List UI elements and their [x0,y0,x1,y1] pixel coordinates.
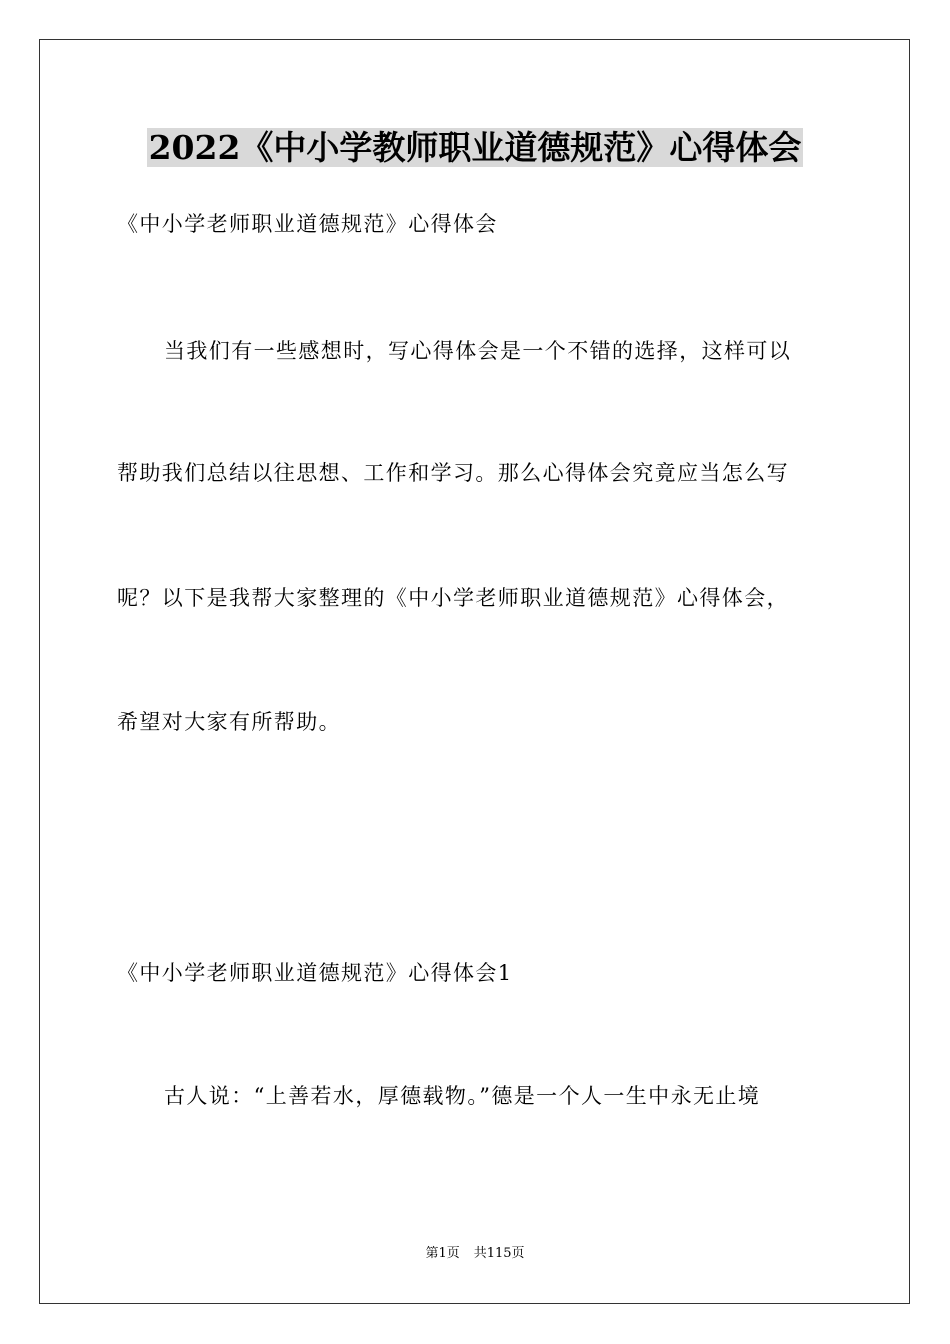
intro-line-1: 当我们有一些感想时，写心得体会是一个不错的选择，这样可以 [164,339,792,363]
intro-line-3: 呢？以下是我帮大家整理的《中小学老师职业道德规范》心得体会， [117,586,789,610]
total-pages-label: 共115页 [473,1246,525,1261]
intro-line-2: 帮助我们总结以往思想、工作和学习。那么心得体会究竟应当怎么写 [117,461,789,485]
document-title [0,126,950,170]
document-title-text: 2022《中小学教师职业道德规范》心得体会 [148,128,802,167]
document-subtitle: 《中小学老师职业道德规范》心得体会 [117,212,498,236]
section-heading: 《中小学老师职业道德规范》心得体会1 [117,961,513,985]
section-first-line: 古人说：“上善若水，厚德载物。”德是一个人一生中永无止境 [164,1084,761,1108]
page-number-label: 第1页 [425,1246,460,1261]
page-footer [0,1245,950,1263]
intro-line-4: 希望对大家有所帮助。 [117,710,341,734]
